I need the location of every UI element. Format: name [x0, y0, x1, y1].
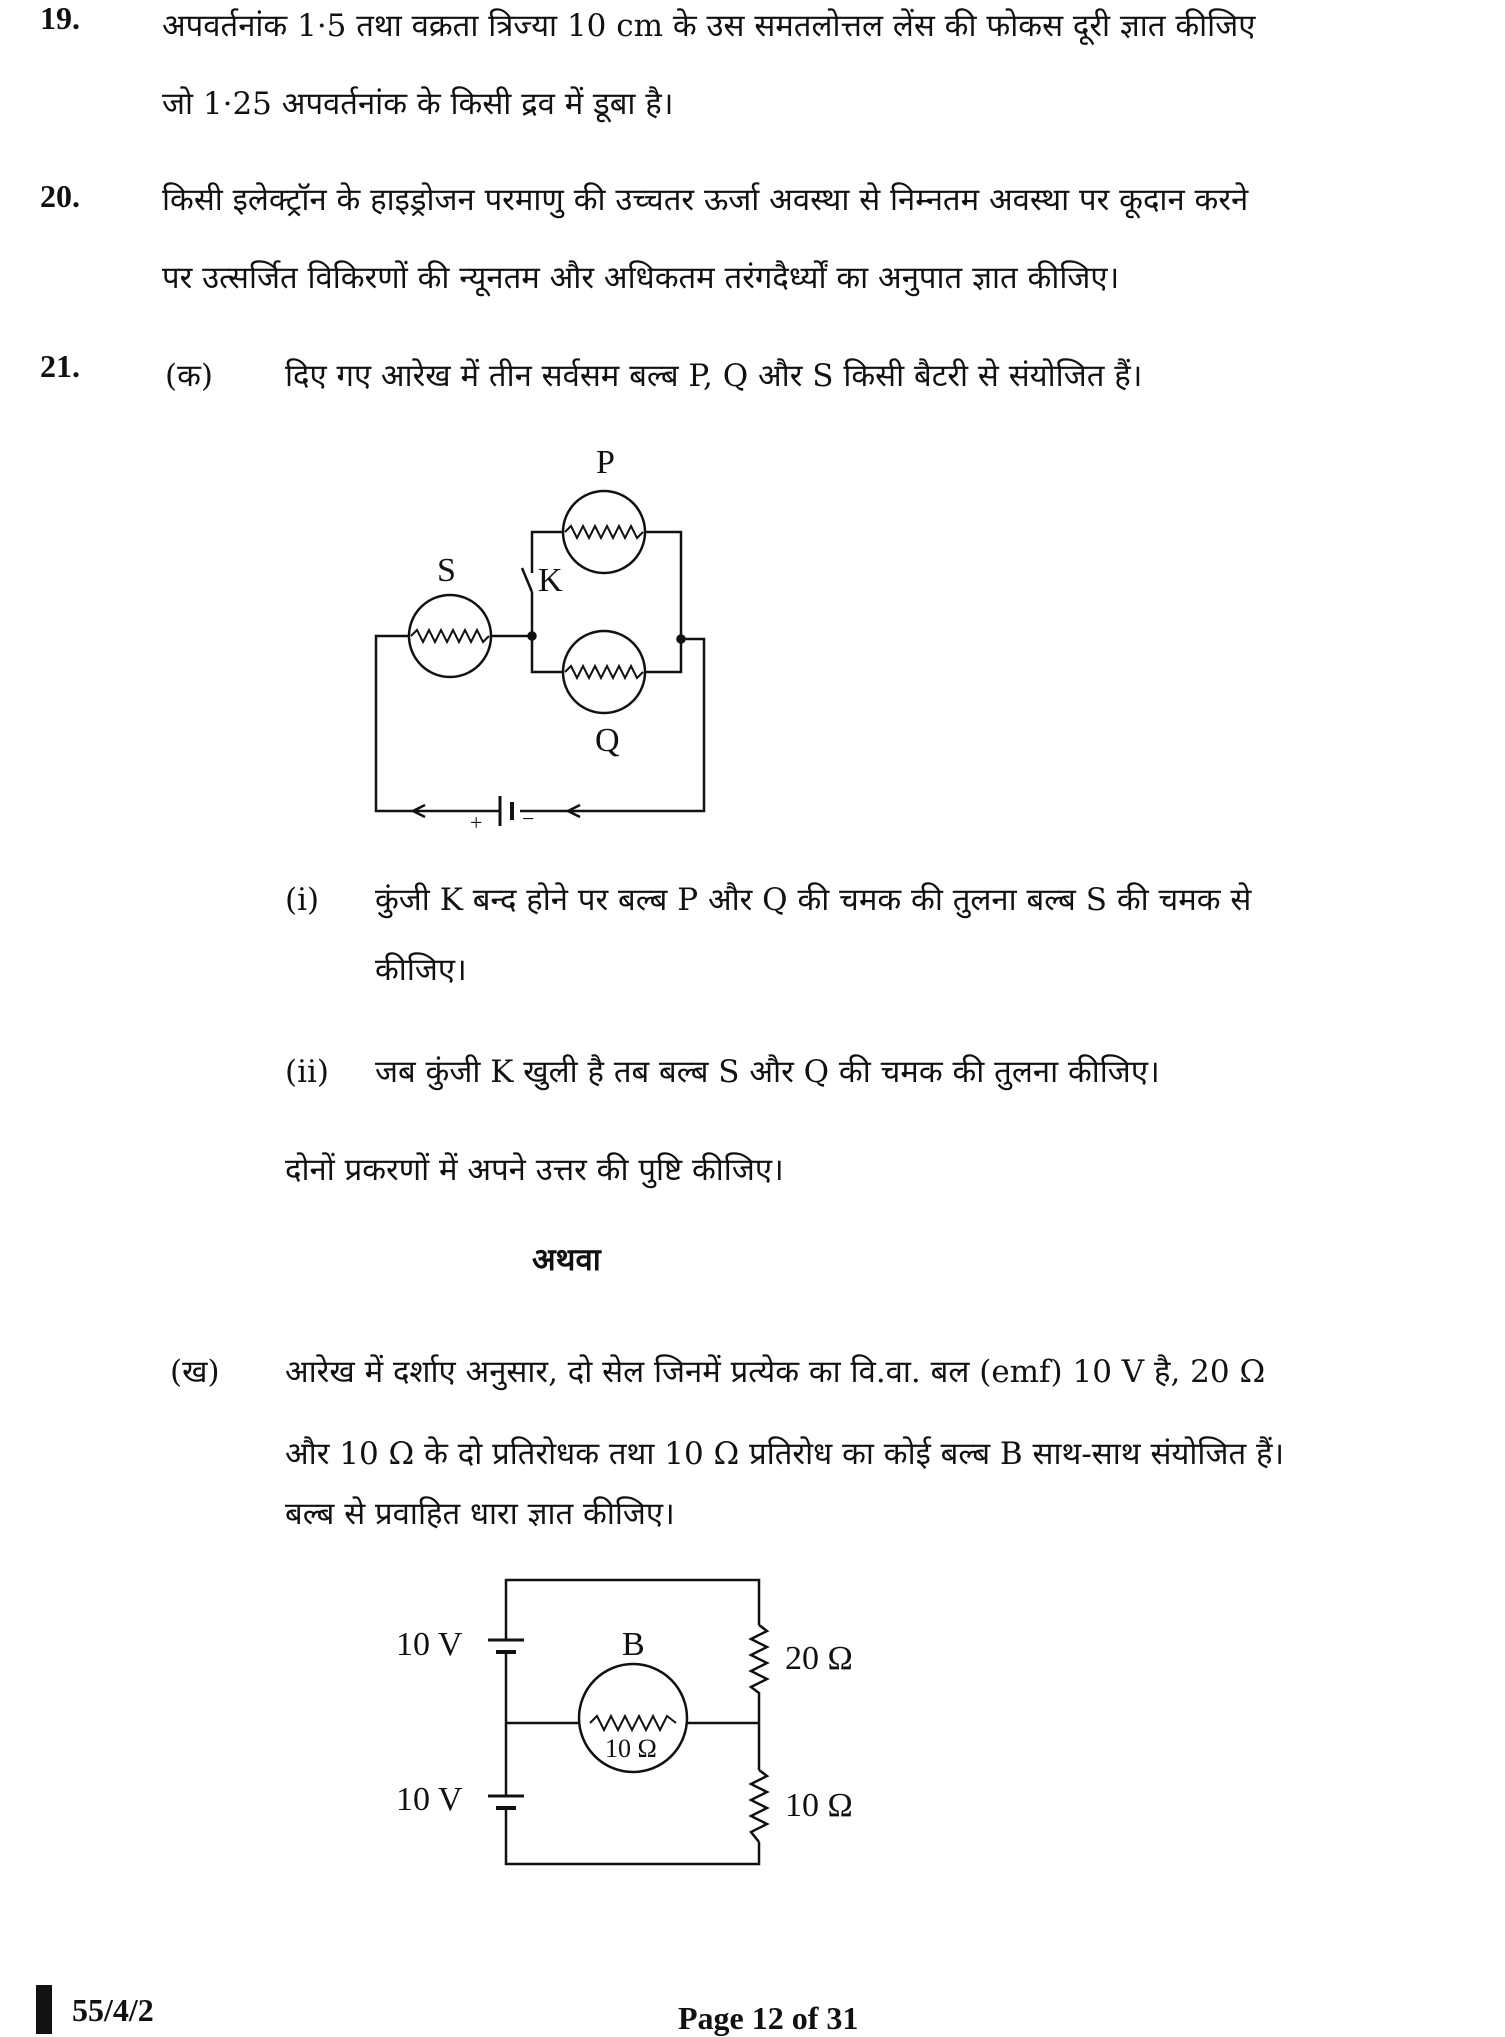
label-bulb-b: B [622, 1626, 645, 1663]
label-plus: + [470, 810, 483, 835]
question-number-20: 20. [40, 178, 80, 214]
wire-bottom [506, 1808, 759, 1864]
or-heading: अथवा [532, 1242, 601, 1278]
part-a-text: दिए गए आरेख में तीन सर्वसम बल्ब P, Q और S किसी बैटरी से संयोजित हैं। [285, 358, 1143, 394]
part-b-line3: बल्ब से प्रवाहित धारा ज्ञात कीजिए। [285, 1496, 675, 1532]
q19-text-line2: जो 1·25 अपवर्तनांक के किसी द्रव में डूबा है। [162, 86, 674, 122]
sub-i-line2: कीजिए। [375, 952, 467, 988]
part-a-label: (क) [165, 358, 213, 394]
sub-i-label: (i) [285, 882, 320, 918]
label-cell-bottom: 10 V [396, 1781, 463, 1818]
part-b-label: (ख) [170, 1354, 220, 1390]
sub-ii-label: (ii) [285, 1054, 330, 1090]
q19-text-line1: अपवर्तनांक 1·5 तथा वक्रता त्रिज्या 10 cm के उस समतलोत्तल लेंस की फोकस दूरी ज्ञात कीजिए [162, 8, 1256, 44]
label-bulb-resistance: 10 Ω [605, 1734, 657, 1763]
label-k: K [538, 562, 563, 599]
question-number-19: 19. [40, 0, 80, 36]
sub-i-line1: कुंजी K बन्द होने पर बल्ब P और Q की चमक की तुलना बल्ब S की चमक से [375, 882, 1252, 918]
footer-marker [36, 1985, 52, 2034]
resistor-10 [751, 1770, 767, 1842]
label-p: P [596, 444, 615, 481]
label-cell-top: 10 V [396, 1626, 463, 1663]
resistor-20 [751, 1625, 767, 1770]
part-b-line2: और 10 Ω के दो प्रतिरोधक तथा 10 Ω प्रतिरोध का कोई बल्ब B साथ-साथ संयोजित हैं। [285, 1436, 1285, 1472]
label-minus: − [522, 806, 535, 831]
justify-text: दोनों प्रकरणों में अपने उत्तर की पुष्टि कीजिए। [285, 1152, 784, 1188]
page-number: Page 12 of 31 [678, 2000, 859, 2036]
q20-text-line2: पर उत्सर्जित विकिरणों की न्यूनतम और अधिकतम तरंगदैर्ध्यों का अनुपात ज्ञात कीजिए। [162, 260, 1120, 296]
label-q: Q [595, 722, 620, 759]
label-s: S [437, 552, 456, 589]
sub-ii-text: जब कुंजी K खुली है तब बल्ब S और Q की चमक की तुलना कीजिए। [375, 1054, 1160, 1090]
label-r-bottom: 10 Ω [785, 1787, 853, 1824]
part-b-line1: आरेख में दर्शाए अनुसार, दो सेल जिनमें प्रत्येक का वि.वा. बल (emf) 10 V है, 20 Ω [285, 1354, 1266, 1390]
paper-code: 55/4/2 [72, 1992, 154, 2028]
q20-text-line1: किसी इलेक्ट्रॉन के हाइड्रोजन परमाणु की उच्चतर ऊर्जा अवस्था से निम्नतम अवस्था पर कूदान करने [162, 182, 1249, 218]
question-number-21: 21. [40, 348, 80, 384]
label-r-top: 20 Ω [785, 1640, 853, 1677]
